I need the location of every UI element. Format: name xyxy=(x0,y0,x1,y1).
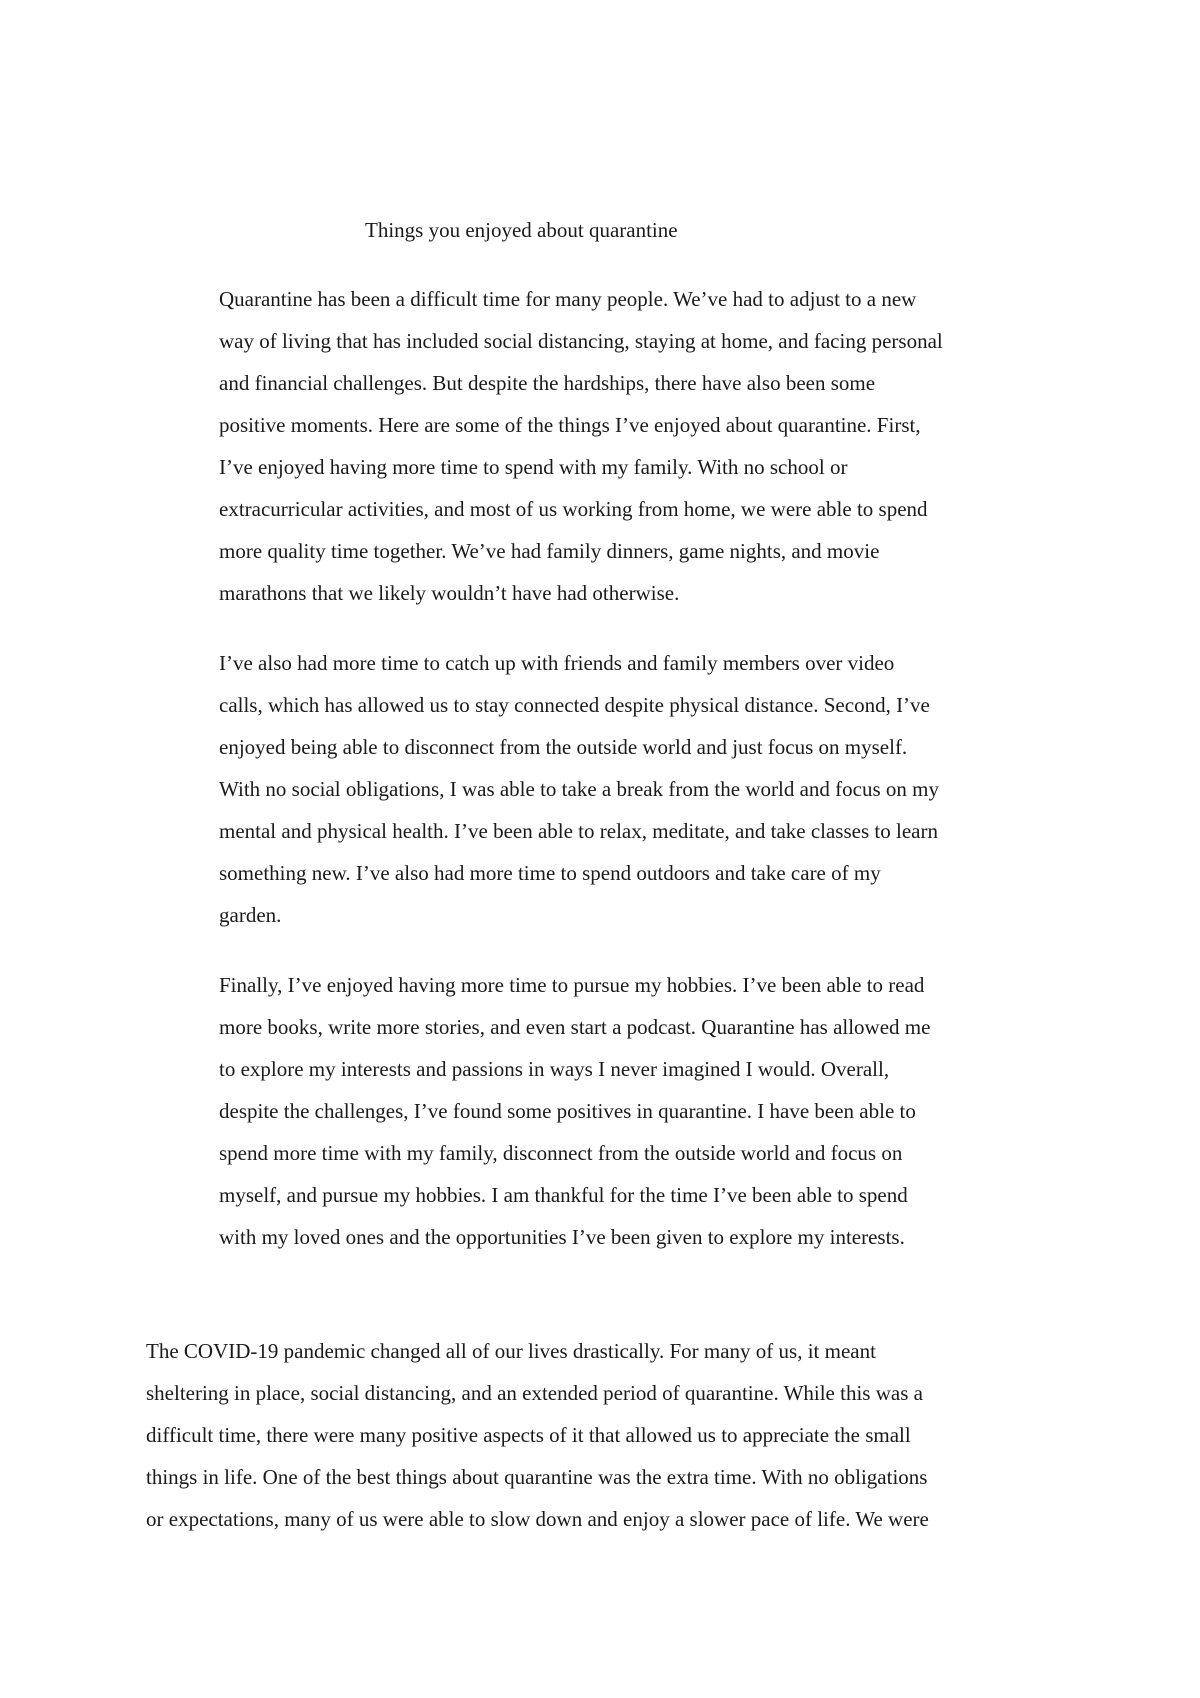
text-line: Quarantine has been a difficult time for many people. We’ve had to adjust to a new xyxy=(219,287,917,311)
text-line: extracurricular activities, and most of us working from home, we were able to spend xyxy=(219,497,928,521)
text-line: I’ve also had more time to catch up with friends and family members over video xyxy=(219,651,895,675)
text-line: despite the challenges, I’ve found some positives in quarantine. I have been able to xyxy=(219,1099,916,1123)
text-line: The COVID-19 pandemic changed all of our lives drastically. For many of us, it meant xyxy=(146,1339,876,1363)
document-title: Things you enjoyed about quarantine xyxy=(365,218,678,242)
paragraph-4 xyxy=(146,1330,1076,1540)
text-line: difficult time, there were many positive aspects of it that allowed us to appreciate the small xyxy=(146,1423,911,1447)
text-line: I’ve enjoyed having more time to spend with my family. With no school or xyxy=(219,455,848,479)
paragraph-3 xyxy=(219,964,1079,1258)
text-line: to explore my interests and passions in ways I never imagined I would. Overall, xyxy=(219,1057,890,1081)
text-line: sheltering in place, social distancing, and an extended period of quarantine. While this was a xyxy=(146,1381,923,1405)
text-line: mental and physical health. I’ve been able to relax, meditate, and take classes to learn xyxy=(219,819,938,843)
text-line: something new. I’ve also had more time to spend outdoors and take care of my xyxy=(219,861,881,885)
text-line: garden. xyxy=(219,903,282,927)
text-line: calls, which has allowed us to stay connected despite physical distance. Second, I’ve xyxy=(219,693,930,717)
text-line: things in life. One of the best things about quarantine was the extra time. With no obligations xyxy=(146,1465,928,1489)
paragraph-2 xyxy=(219,642,1079,936)
text-line: myself, and pursue my hobbies. I am thankful for the time I’ve been able to spend xyxy=(219,1183,908,1207)
text-line: enjoyed being able to disconnect from the outside world and just focus on myself. xyxy=(219,735,908,759)
text-line: more quality time together. We’ve had family dinners, game nights, and movie xyxy=(219,539,880,563)
paragraph-1 xyxy=(219,278,1079,614)
text-line: positive moments. Here are some of the things I’ve enjoyed about quarantine. First, xyxy=(219,413,921,437)
text-line: and financial challenges. But despite the hardships, there have also been some xyxy=(219,371,876,395)
text-line: more books, write more stories, and even start a podcast. Quarantine has allowed me xyxy=(219,1015,931,1039)
text-line: With no social obligations, I was able to take a break from the world and focus on my xyxy=(219,777,939,801)
text-line: with my loved ones and the opportunities I’ve been given to explore my interests. xyxy=(219,1225,905,1249)
text-line: way of living that has included social distancing, staying at home, and facing personal xyxy=(219,329,943,353)
text-line: or expectations, many of us were able to slow down and enjoy a slower pace of life. We were xyxy=(146,1507,929,1531)
text-line: Finally, I’ve enjoyed having more time to pursue my hobbies. I’ve been able to read xyxy=(219,973,925,997)
text-line: marathons that we likely wouldn’t have had otherwise. xyxy=(219,581,680,605)
text-line: spend more time with my family, disconnect from the outside world and focus on xyxy=(219,1141,903,1165)
